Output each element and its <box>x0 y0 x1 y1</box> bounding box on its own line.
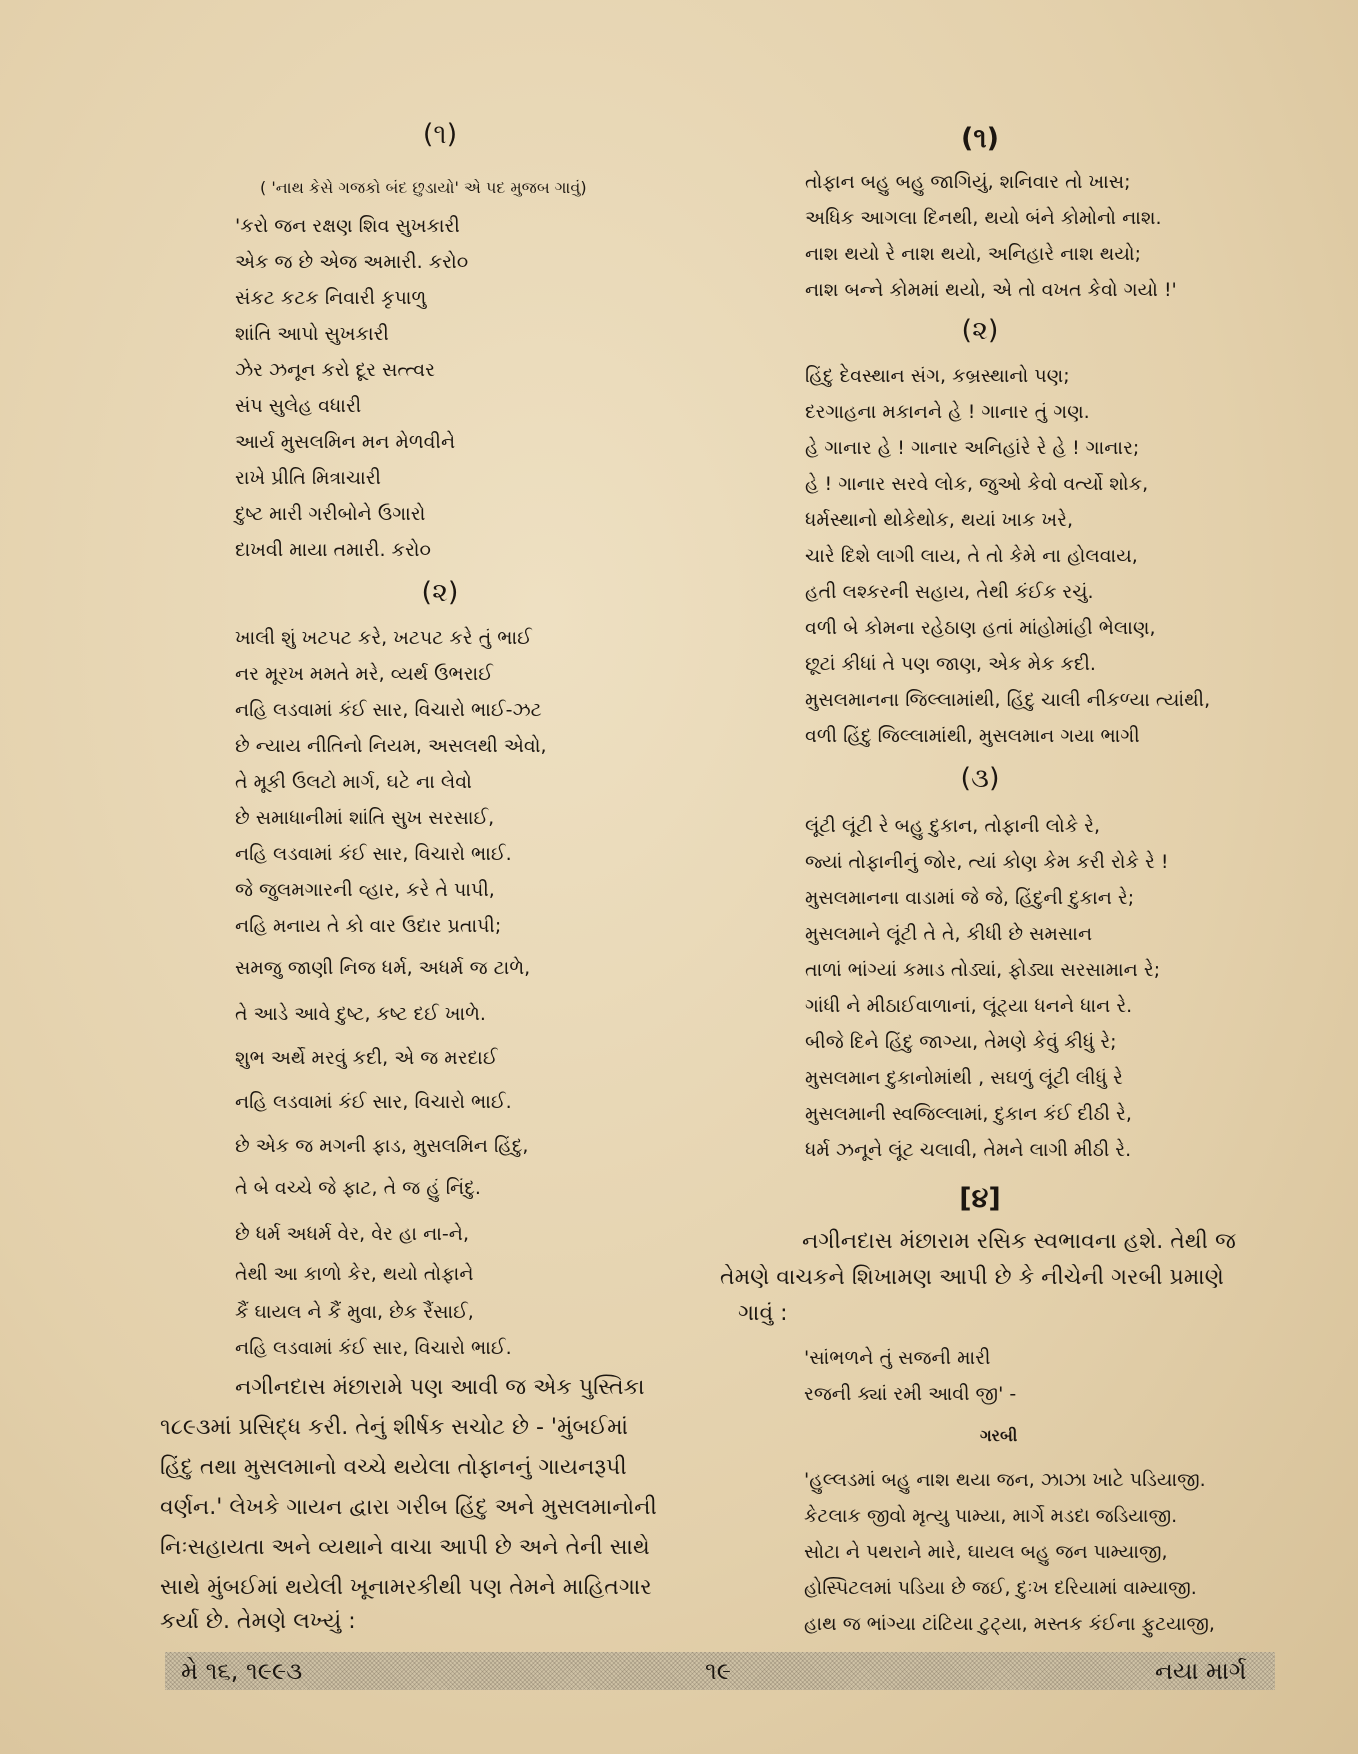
song2-line: નહિ મનાય તે કો વાર ઉદાર પ્રતાપી; <box>235 915 502 937</box>
section-heading-3: (૩) <box>960 763 1000 794</box>
stanza3-line: મુસલમાનના વાડામાં જે જે, હિંદુની દુકાન રે; <box>805 887 1135 909</box>
stanza3-line: મુસલમાન દુકાનોમાંથી , સઘળું લૂંટી લીધું રે <box>805 1067 1123 1089</box>
song1-line: દાખવી માયા તમારી. કરો૦ <box>235 539 431 561</box>
stanza1-line: નાશ બન્ને કોમમાં થયો, એ તો વખત કેવો ગયો !' <box>805 279 1177 301</box>
garbi-line: 'હુલ્લડમાં બહુ નાશ થયા જન, ઝાઝા ખાટે પડિયાજી. <box>804 1469 1206 1491</box>
prose-line: ગાવું : <box>738 1301 788 1326</box>
song2-line: શુભ અર્થે મરવું કદી, એ જ મરદાઈ <box>235 1047 498 1069</box>
song1-line: સંપ સુલેહ વધારી <box>235 395 362 417</box>
prose-line: સાથે મુંબઈમાં થયેલી ખૂનામરકીથી પણ તેમને માહિતગાર <box>160 1575 652 1600</box>
song2-line: નહિ લડવામાં કંઈ સાર, વિચારો ભાઈ. <box>235 843 512 865</box>
song2-line: છે ધર્મ અધર્મ વેર, વેર હા ના-ને, <box>235 1223 469 1245</box>
section-heading-4: [૪] <box>959 1183 1001 1214</box>
stanza3-line: ધર્મ ઝનૂને લૂંટ ચલાવી, તેમને લાગી મીઠી રે. <box>805 1139 1132 1161</box>
stanza1-line: અધિક આગલા દિનથી, થયો બંને કોમોનો નાશ. <box>805 207 1162 229</box>
prose-line: ૧૮૯૩માં પ્રસિદ્ધ કરી. તેનું શીર્ષક સચોટ છે - 'મુંબઈમાં <box>160 1415 629 1440</box>
song1-line: સંકટ કટક નિવારી કૃપાળુ <box>235 287 427 309</box>
stanza2-line: ચારે દિશે લાગી લાય, તે તો કેમે ના હોલવાય, <box>805 545 1138 567</box>
tune-instruction: ( 'નાથ કેસે ગજકો બંદ છુડાયો' એ પદ મુજબ ગાવું) <box>260 178 587 197</box>
stanza2-line: ધર્મસ્થાનો થોકેથોક, થયાં ખાક ખરે, <box>805 509 1073 531</box>
song2-line: તેથી આ કાળો કેર, થયો તોફાને <box>235 1263 474 1285</box>
song2-line: સમજુ જાણી નિજ ધર્મ, અધર્મ જ ટાળે, <box>235 957 531 979</box>
stanza3-line: બીજે દિને હિંદુ જાગ્યા, તેમણે કેવું કીધું રે; <box>805 1031 1117 1053</box>
song1-line: ઝેર ઝનૂન કરો દૂર સત્ત્વર <box>235 359 435 381</box>
prose-line: નિઃસહાયતા અને વ્યથાને વાચા આપી છે અને તેની સાથે <box>160 1535 650 1560</box>
song2-line: ખાલી શું ખટપટ કરે, ખટપટ કરે તું ભાઈ <box>235 627 532 649</box>
section-heading-2: (૨) <box>961 315 999 346</box>
song2-line: છે સમાધાનીમાં શાંતિ સુખ સરસાઈ, <box>235 807 495 829</box>
tune-line: 'સાંભળને તું સજની મારી <box>804 1347 991 1369</box>
stanza2-line: હતી લશ્કરની સહાય, તેથી કંઈક રચું. <box>805 581 1094 603</box>
prose-line: કર્યા છે. તેમણે લખ્યું : <box>160 1609 356 1634</box>
stanza3-line: મુસલમાને લૂંટી તે તે, કીધી છે સમસાન <box>805 923 1093 945</box>
stanza2-line: વળી હિંદુ જિલ્લામાંથી, મુસલમાન ગયા ભાગી <box>805 725 1140 747</box>
stanza2-line: મુસલમાનના જિલ્લામાંથી, હિંદુ ચાલી નીકળ્યા ત્યાંથી, <box>805 689 1211 711</box>
stanza2-line: છૂટાં કીધાં તે પણ જાણ, એક મેક કદી. <box>805 653 1096 675</box>
song1-line: આર્ય મુસલમિન મન મેળવીને <box>235 431 456 453</box>
prose-line: નગીનદાસ મંછારામ રસિક સ્વભાવના હશે. તેથી જ <box>802 1229 1236 1254</box>
stanza2-line: દરગાહના મકાનને હે ! ગાનાર તું ગણ. <box>805 401 1090 423</box>
stanza2-line: હિંદુ દેવસ્થાન સંગ, કબ્રસ્થાનો પણ; <box>805 365 1070 387</box>
song1-line: એક જ છે એજ અમારી. કરો૦ <box>235 251 469 273</box>
prose-line: હિંદુ તથા મુસલમાનો વચ્ચે થયેલા તોફાનનું ગાયનરૂપી <box>160 1455 627 1480</box>
song2-line: છે ન્યાય નીતિનો નિયમ, અસલથી એવો, <box>235 735 547 757</box>
prose-line: વર્ણન.' લેખકે ગાયન દ્વારા ગરીબ હિંદુ અને મુસલમાનોની <box>160 1495 657 1520</box>
page-footer <box>165 1652 1275 1690</box>
song2-line: છે એક જ મગની ફાડ, મુસલમિન હિંદુ, <box>235 1135 529 1157</box>
song2-line: તે બે વચ્ચે જે ફાટ, તે જ હું નિંદુ. <box>235 1177 481 1199</box>
song1-line: રાખે પ્રીતિ મિત્રાચારી <box>235 467 381 489</box>
song1-line: 'કરો જન રક્ષણ શિવ સુખકારી <box>235 215 460 237</box>
song2-line: તે આડે આવે દુષ્ટ, કષ્ટ દઈ ખાળે. <box>235 1003 486 1025</box>
song2-line: નહિ લડવામાં કંઈ સાર, વિચારો ભાઈ. <box>235 1091 512 1113</box>
stanza2-line: વળી બે કોમના રહેઠાણ હતાં માંહોમાંહી ભેલાણ, <box>805 617 1156 639</box>
garbi-line: સોટા ને પથરાને મારે, ઘાયલ બહુ જન પામ્યાજી, <box>804 1541 1168 1563</box>
song2-line: નહિ લડવામાં કંઈ સાર, વિચારો ભાઈ. <box>235 1337 512 1359</box>
stanza3-line: ગાંધી ને મીઠાઈવાળાનાં, લૂંટ્યા ધનને ધાન રે. <box>805 995 1133 1017</box>
stanza2-line: હે ! ગાનાર સરવે લોક, જુઓ કેવો વર્ત્યો શોક, <box>805 473 1149 495</box>
song2-line: નહિ લડવામાં કંઈ સાર, વિચારો ભાઈ-ઝટ <box>235 699 542 721</box>
garbi-line: હાથ જ ભાંગ્યા ટાંટિયા ટુટ્યા, મસ્તક કંઈના ફુટયાજી, <box>804 1613 1215 1635</box>
section-heading-1: (૧) <box>961 123 999 154</box>
tune-line: રજની ક્યાં રમી આવી જી' - <box>804 1383 1017 1405</box>
section-heading-2: (૨) <box>421 577 459 608</box>
stanza2-line: હે ગાનાર હે ! ગાનાર અનિહાંરે રે હે ! ગાનાર; <box>805 437 1140 459</box>
footer-magazine-name: નયા માર્ગ <box>1155 1657 1247 1685</box>
song1-line: શાંતિ આપો સુખકારી <box>235 323 389 345</box>
prose-line: તેમણે વાચકને શિખામણ આપી છે કે નીચેની ગરબી પ્રમાણે <box>720 1265 1224 1290</box>
footer-page-number: ૧૯ <box>705 1657 731 1685</box>
stanza1-line: તોફાન બહુ બહુ જાગિયું, શનિવાર તો ખાસ; <box>805 171 1131 193</box>
song2-line: નર મૂરખ મમતે મરે, વ્યર્થ ઉભરાઈ <box>235 663 493 685</box>
section-heading-1: (૧) <box>422 119 458 150</box>
song2-line: જે જુલમગારની વ્હાર, કરે તે પાપી, <box>235 879 495 901</box>
footer-date: મે ૧૬, ૧૯૯૩ <box>181 1657 303 1685</box>
song1-line: દુષ્ટ મારી ગરીબોને ઉગારો <box>235 503 426 525</box>
garbi-line: કેટલાક જીવો મૃત્યુ પામ્યા, માર્ગે મડદા જડિયાજી. <box>804 1505 1178 1527</box>
stanza3-line: લૂંટી લૂંટી રે બહુ દુકાન, તોફાની લોકે રે, <box>805 815 1101 837</box>
stanza1-line: નાશ થયો રે નાશ થયો, અનિહારે નાશ થયો; <box>805 243 1142 265</box>
stanza3-line: તાળાં ભાંગ્યાં કમાડ તોડ્યાં, ફોડ્યા સરસામાન રે; <box>805 959 1161 981</box>
song2-line: તે મૂકી ઉલટો માર્ગ, ઘટે ના લેવો <box>235 771 472 793</box>
stanza3-line: મુસલમાની સ્વજિલ્લામાં, દુકાન કંઈ દીઠી રે, <box>805 1103 1132 1125</box>
prose-line: નગીનદાસ મંછારામે પણ આવી જ એક પુસ્તિકા <box>235 1375 645 1400</box>
garbi-line: હોસ્પિટલમાં પડિયા છે જઈ, દુઃખ દરિયામાં વામ્યાજી. <box>804 1577 1197 1599</box>
song2-line: કૈં ઘાયલ ને કૈં મુવા, છેક રૈંસાઈ, <box>235 1301 474 1323</box>
garbi-title: ગરબી <box>980 1426 1018 1445</box>
stanza3-line: જ્યાં તોફાનીનું જોર, ત્યાં કોણ કેમ કરી રોકે રે ! <box>805 851 1169 873</box>
